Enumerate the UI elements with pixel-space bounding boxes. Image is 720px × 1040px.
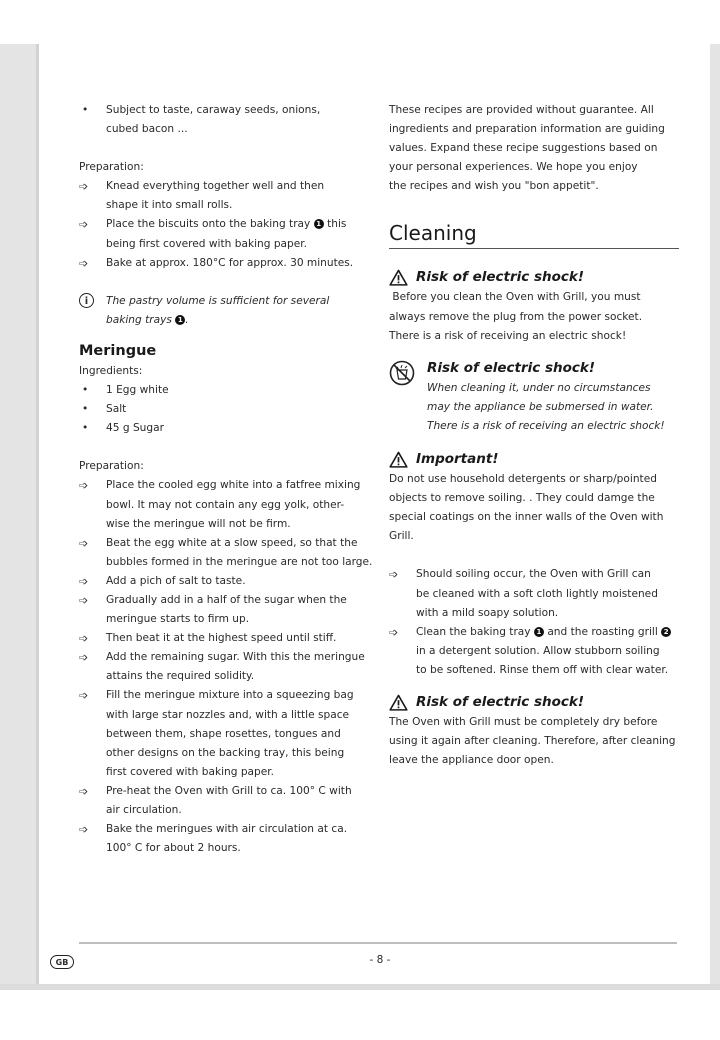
number-1-icon: 1 [314,219,324,229]
bullet-icon: • [82,422,89,435]
meringue-step: ➩ Add the remaining sugar. With this the meringue attains the required solidity. [79,648,369,686]
info-icon: i [79,293,94,308]
arrow-icon: ➩ [79,651,89,665]
page-frame-right [710,44,720,988]
cleaning-step: ➩ Should soiling occur, the Oven with Grill can be cleaned with a soft cloth lightly moistened with a mild soapy solution. [389,565,681,622]
prep-step: ➩ Place the biscuits onto the baking tray 1 this being first covered with baking paper. [79,215,369,253]
arrow-icon: ➩ [79,180,89,194]
important-heading: Important! [389,449,681,470]
number-2-icon: 2 [661,627,671,637]
preparation-label: Preparation: [79,161,144,174]
number-1-icon: 1 [534,627,544,637]
ingredients-label: Ingredients: [79,364,143,377]
arrow-icon: ➩ [389,625,399,639]
no-water-immersion-icon [389,360,415,386]
warning-text: The Oven with Grill must be completely dry before using it again after cleaning. Therefore, after cleaning leave the appliance door open. [389,715,676,767]
meringue-step: ➩ Bake the meringues with air circulation at ca. 100° C for about 2 hours. [79,820,369,858]
preparation-label: Preparation: [79,460,144,473]
ingredient-item: • 45 g Sugar [79,419,369,438]
arrow-icon: ➩ [79,632,89,646]
meringue-step: ➩ Pre-heat the Oven with Grill to ca. 100° C with air circulation. [79,782,369,820]
meringue-heading: Meringue [79,342,157,359]
warning-heading: Risk of electric shock! [389,692,681,713]
right-column [389,101,681,770]
topping-bullet [79,101,369,139]
meringue-step: ➩ Then beat it at the highest speed until stiff. [79,629,369,648]
prep-step: ➩ Bake at approx. 180°C for approx. 30 minutes. [79,254,369,273]
bullet-icon: • [82,384,89,397]
country-badge: GB [50,955,74,969]
warning-text: Before you clean the Oven with Grill, you must always remove the plug from the power socket. There is a risk of receiving an electric shock! [389,291,643,342]
cleaning-step: ➩ Clean the baking tray 1 and the roasting grill 2 in a detergent solution. Allow stubborn soiling to be softened. Rinse them off with clear water. [389,623,681,680]
meringue-step: ➩ Gradually add in a half of the sugar when the meringue starts to firm up. [79,591,369,629]
arrow-icon: ➩ [79,536,89,550]
arrow-icon: ➩ [79,593,89,607]
arrow-icon: ➩ [79,218,89,232]
meringue-step: ➩ Beat the egg white at a slow speed, so that the bubbles formed in the meringue are not too large. [79,534,369,572]
bullet-icon: • [82,403,89,416]
bullet-text: cubed bacon ... [106,123,188,136]
arrow-icon: ➩ [79,689,89,703]
warning-heading: Risk of electric shock! [389,267,681,288]
ingredient-item: • 1 Egg white [79,381,369,400]
prep-step: ➩ Knead everything together well and then shape it into small rolls. [79,177,369,215]
arrow-icon: ➩ [79,574,89,588]
arrow-icon: ➩ [79,256,89,270]
page-frame-left [0,44,36,988]
page-number: - 8 - [369,954,391,966]
number-1-icon: 1 [175,315,185,325]
warning-heading: Risk of electric shock! [427,359,596,376]
bullet-icon: • [82,104,89,116]
meringue-step: ➩ Add a pich of salt to taste. [79,572,369,591]
important-text: Do not use household detergents or sharp/pointed objects to remove soiling. . They could damge the special coatings on the inner walls of the Oven with Grill. [389,473,664,543]
page-frame-bottom [0,984,720,990]
arrow-icon: ➩ [79,784,89,798]
footer-divider [79,942,677,944]
disclaimer-paragraph: These recipes are provided without guarantee. All ingredients and preparation information are guiding values. Expand these recipe suggestions based on your personal experiences. We hope you enjoy the recipes and wish you "bon appetit". [389,104,665,193]
arrow-icon: ➩ [389,568,399,582]
warning-triangle-icon [389,269,408,286]
arrow-icon: ➩ [79,479,89,493]
no-immersion-warning: Risk of electric shock! When cleaning it, under no circumstances may the appliance be submersed in water. There is a risk of receiving an electric shock! [389,358,681,436]
arrow-icon: ➩ [79,823,89,837]
cleaning-heading: Cleaning [389,221,477,246]
bullet-text: Subject to taste, caraway seeds, onions, [106,104,321,116]
meringue-step: ➩ Fill the meringue mixture into a squeezing bag with large star nozzles and, with a little space between them, shape rosettes, tongues and other designs on the backing tray, this being first covered with baking paper. [79,686,369,781]
warning-triangle-icon [389,451,408,468]
ingredient-item: • Salt [79,400,369,419]
meringue-step: ➩ Place the cooled egg white into a fatfree mixing bowl. It may not contain any egg yolk, other- wise the meringue will not be firm. [79,476,369,533]
left-column [79,101,373,858]
info-note: i The pastry volume is sufficient for several baking trays 1 . [79,292,369,330]
warning-triangle-icon [389,694,408,711]
